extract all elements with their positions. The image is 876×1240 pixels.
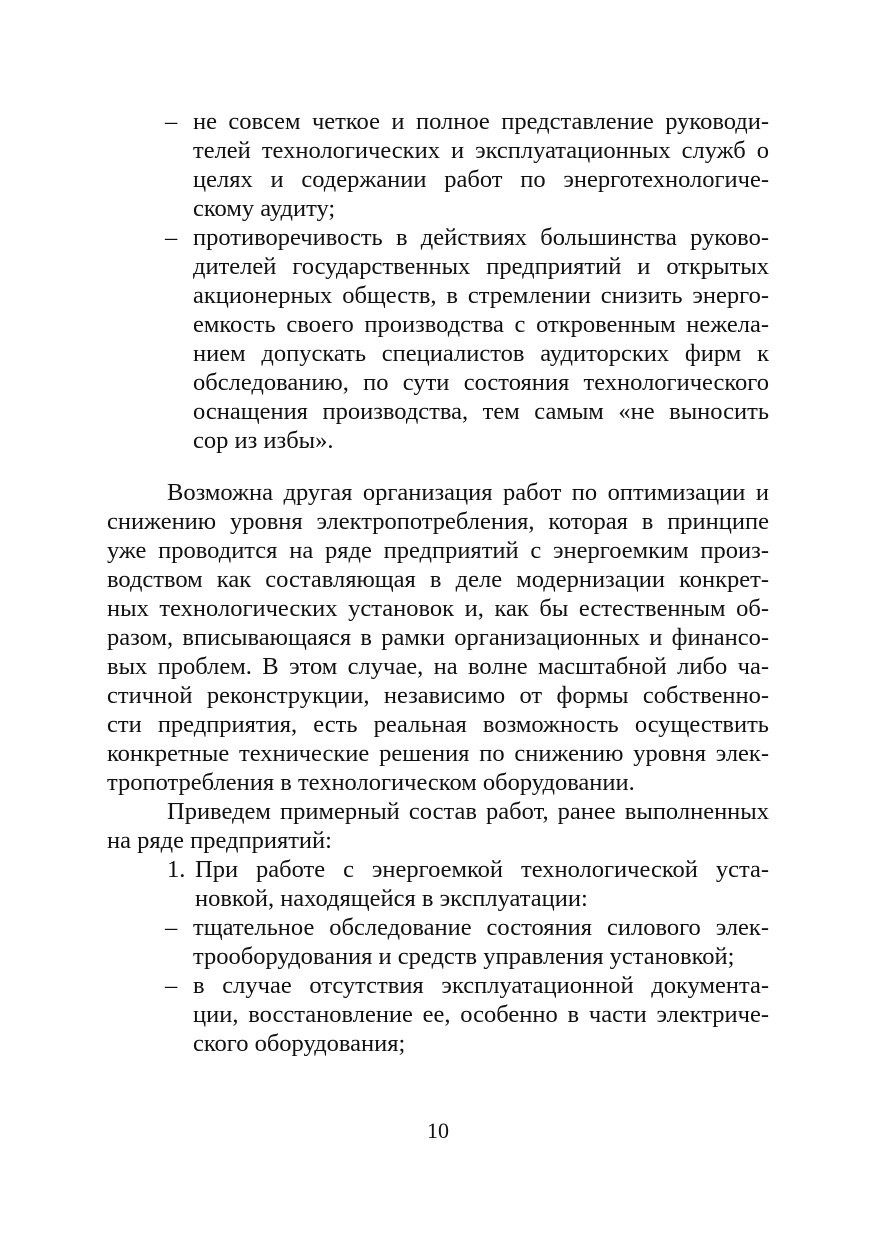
text-line: обследованию, по сути состояния технологического bbox=[193, 369, 769, 396]
text-line: на ряде предприятий: bbox=[107, 827, 332, 854]
text-line: акционерных обществ, в стремлении снизить энерго- bbox=[193, 282, 769, 309]
text-line: Приведем примерный состав работ, ранее выполненных bbox=[167, 798, 769, 825]
text-line: ции, восстановление ее, особенно в части электриче- bbox=[193, 1001, 769, 1028]
text-line: в случае отсутствия эксплуатационной документа- bbox=[193, 972, 769, 999]
text-line: трооборудования и средств управления установкой; bbox=[193, 943, 735, 970]
text-line: оснащения производства, тем самым «не выносить bbox=[193, 398, 769, 425]
text-line: скому аудиту; bbox=[193, 195, 336, 222]
text-line: не совсем четкое и полное представление руководи- bbox=[193, 108, 769, 135]
text-line: целях и содержании работ по энерготехнологиче- bbox=[193, 166, 769, 193]
text-line: дителей государственных предприятий и открытых bbox=[193, 253, 769, 280]
list-bullet: – bbox=[165, 108, 178, 135]
text-line: противоречивость в действиях большинства руково- bbox=[193, 224, 769, 251]
text-line: ных технологических установок и, как бы естественным об- bbox=[107, 595, 769, 622]
text-line: стичной реконструкции, независимо от формы собственно- bbox=[107, 682, 769, 709]
text-line: При работе с энергоемкой технологической уста- bbox=[195, 856, 769, 883]
text-line: конкретные технические решения по снижению уровня элек- bbox=[107, 740, 769, 767]
text-line: тщательное обследование состояния силового элек- bbox=[193, 914, 769, 941]
text-line: новкой, находящейся в эксплуатации: bbox=[195, 885, 588, 912]
text-line: вых проблем. В этом случае, на волне масштабной либо ча- bbox=[107, 653, 769, 680]
text-line: уже проводится на ряде предприятий с энергоемким произ- bbox=[107, 537, 769, 564]
text-line: ского оборудования; bbox=[193, 1030, 406, 1057]
text-line: емкость своего производства с откровенным нежела- bbox=[193, 311, 769, 338]
text-line: сти предприятия, есть реальная возможность осуществить bbox=[107, 711, 769, 738]
text-line: водством как составляющая в деле модернизации конкрет- bbox=[107, 566, 769, 593]
text-line: снижению уровня электропотребления, которая в принципе bbox=[107, 508, 769, 535]
list-bullet: – bbox=[165, 914, 178, 941]
page-number: 10 bbox=[427, 1118, 449, 1143]
text-line: телей технологических и эксплуатационных служб о bbox=[193, 137, 769, 164]
text-line: разом, вписывающаяся в рамки организационных и финансо- bbox=[107, 624, 769, 651]
text-line: сор из избы». bbox=[193, 427, 334, 454]
list-bullet: – bbox=[165, 224, 178, 251]
text-line: нием допускать специалистов аудиторских фирм к bbox=[193, 340, 769, 367]
item-number: 1. bbox=[167, 856, 186, 883]
text-line: Возможна другая организация работ по оптимизации и bbox=[167, 479, 769, 506]
list-bullet: – bbox=[165, 972, 178, 999]
text-line: тропотребления в технологическом оборудовании. bbox=[107, 769, 635, 796]
